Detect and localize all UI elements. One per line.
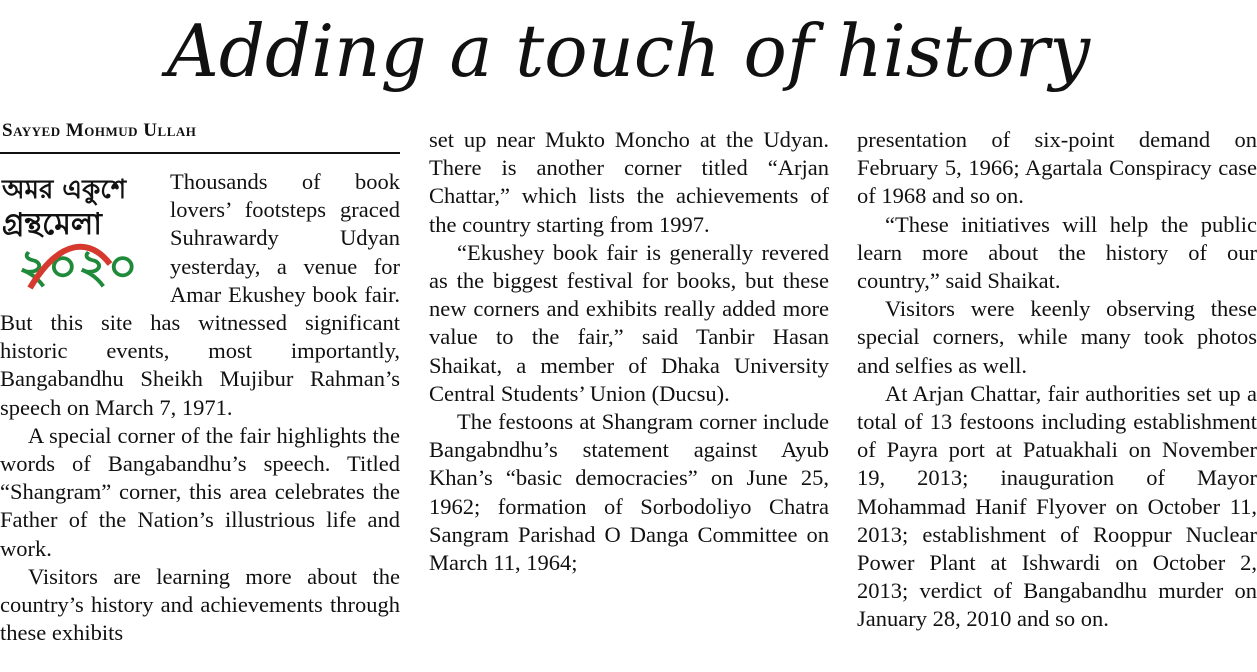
paragraph: “These initiatives will help the public learn more about the history of our country,” said Shaikat. — [857, 211, 1257, 294]
logo-year: ২০২০ — [18, 239, 138, 292]
paragraph: At Arjan Chattar, fair authorities set up a total of 13 festoons including establishment of Payra port at Patuakhali on November 19, 2013; inauguration of Mayor Mohammad Hanif Flyover on October 11, 2013; establishment of Rooppur Nuclear Power Plant at Ishwardi on October 2, 2013; verdict of Bangabandhu murder on January 28, 2010 and so on. — [857, 380, 1257, 632]
column-3-paragraphs — [857, 126, 1257, 634]
column-2-paragraphs — [429, 126, 829, 577]
paragraph: Thousands of book lovers’ footsteps graced Suhrawardy Udyan yesterday, a venue for Amar Ekushey book fair. But this site has witnessed significant historic events, most importantly, Bangabandhu Sheikh Mujibur Rahman’s speech on March 7, 1971. — [0, 169, 400, 420]
article-column-1 — [0, 168, 400, 647]
paragraph: set up near Mukto Moncho at the Udyan. There is another corner titled “Arjan Chattar,” which lists the achievements of the country starting from 1997. — [429, 127, 829, 237]
logo-line2: গ্রন্থমেলা — [2, 207, 102, 242]
paragraph: Visitors were keenly observing these special corners, while many took photos and selfies as well. — [857, 296, 1257, 378]
article-column-2 — [429, 126, 829, 577]
byline-rule — [0, 152, 400, 154]
paragraph: presentation of six-point demand on February 5, 1966; Agartala Conspiracy case of 1968 and so on. — [857, 127, 1257, 209]
paragraph: The festoons at Shangram corner include Bangabndhu’s statement against Ayub Khan’s “basic democracies” on June 25, 1962; formation of Sorbodoliyo Chatra Sangram Parishad O Danga Committee on March 11, 1964; — [429, 409, 829, 576]
logo-line1: অমর একুশে — [2, 175, 127, 205]
paragraph: Visitors are learning more about the country’s history and achievements through these exhibits — [0, 563, 400, 646]
byline: Sayyed Mohmud Ullah — [2, 120, 197, 141]
headline: Adding a touch of history — [166, 9, 1091, 93]
paragraph: “Ekushey book fair is generally revered as the biggest festival for books, but these new corners and exhibits really added more value to the fair,” said Tanbir Hasan Shaikat, a member of Dhaka University Central Students’ Union (Ducsu). — [429, 239, 829, 406]
paragraph: A special corner of the fair highlights the words of Bangabandhu’s speech. Titled “Shangram” corner, this area celebrates the Father of the Nation’s illustrious life and work. — [0, 422, 400, 561]
article-column-3 — [857, 126, 1257, 634]
ekushey-book-fair-logo — [0, 168, 162, 292]
